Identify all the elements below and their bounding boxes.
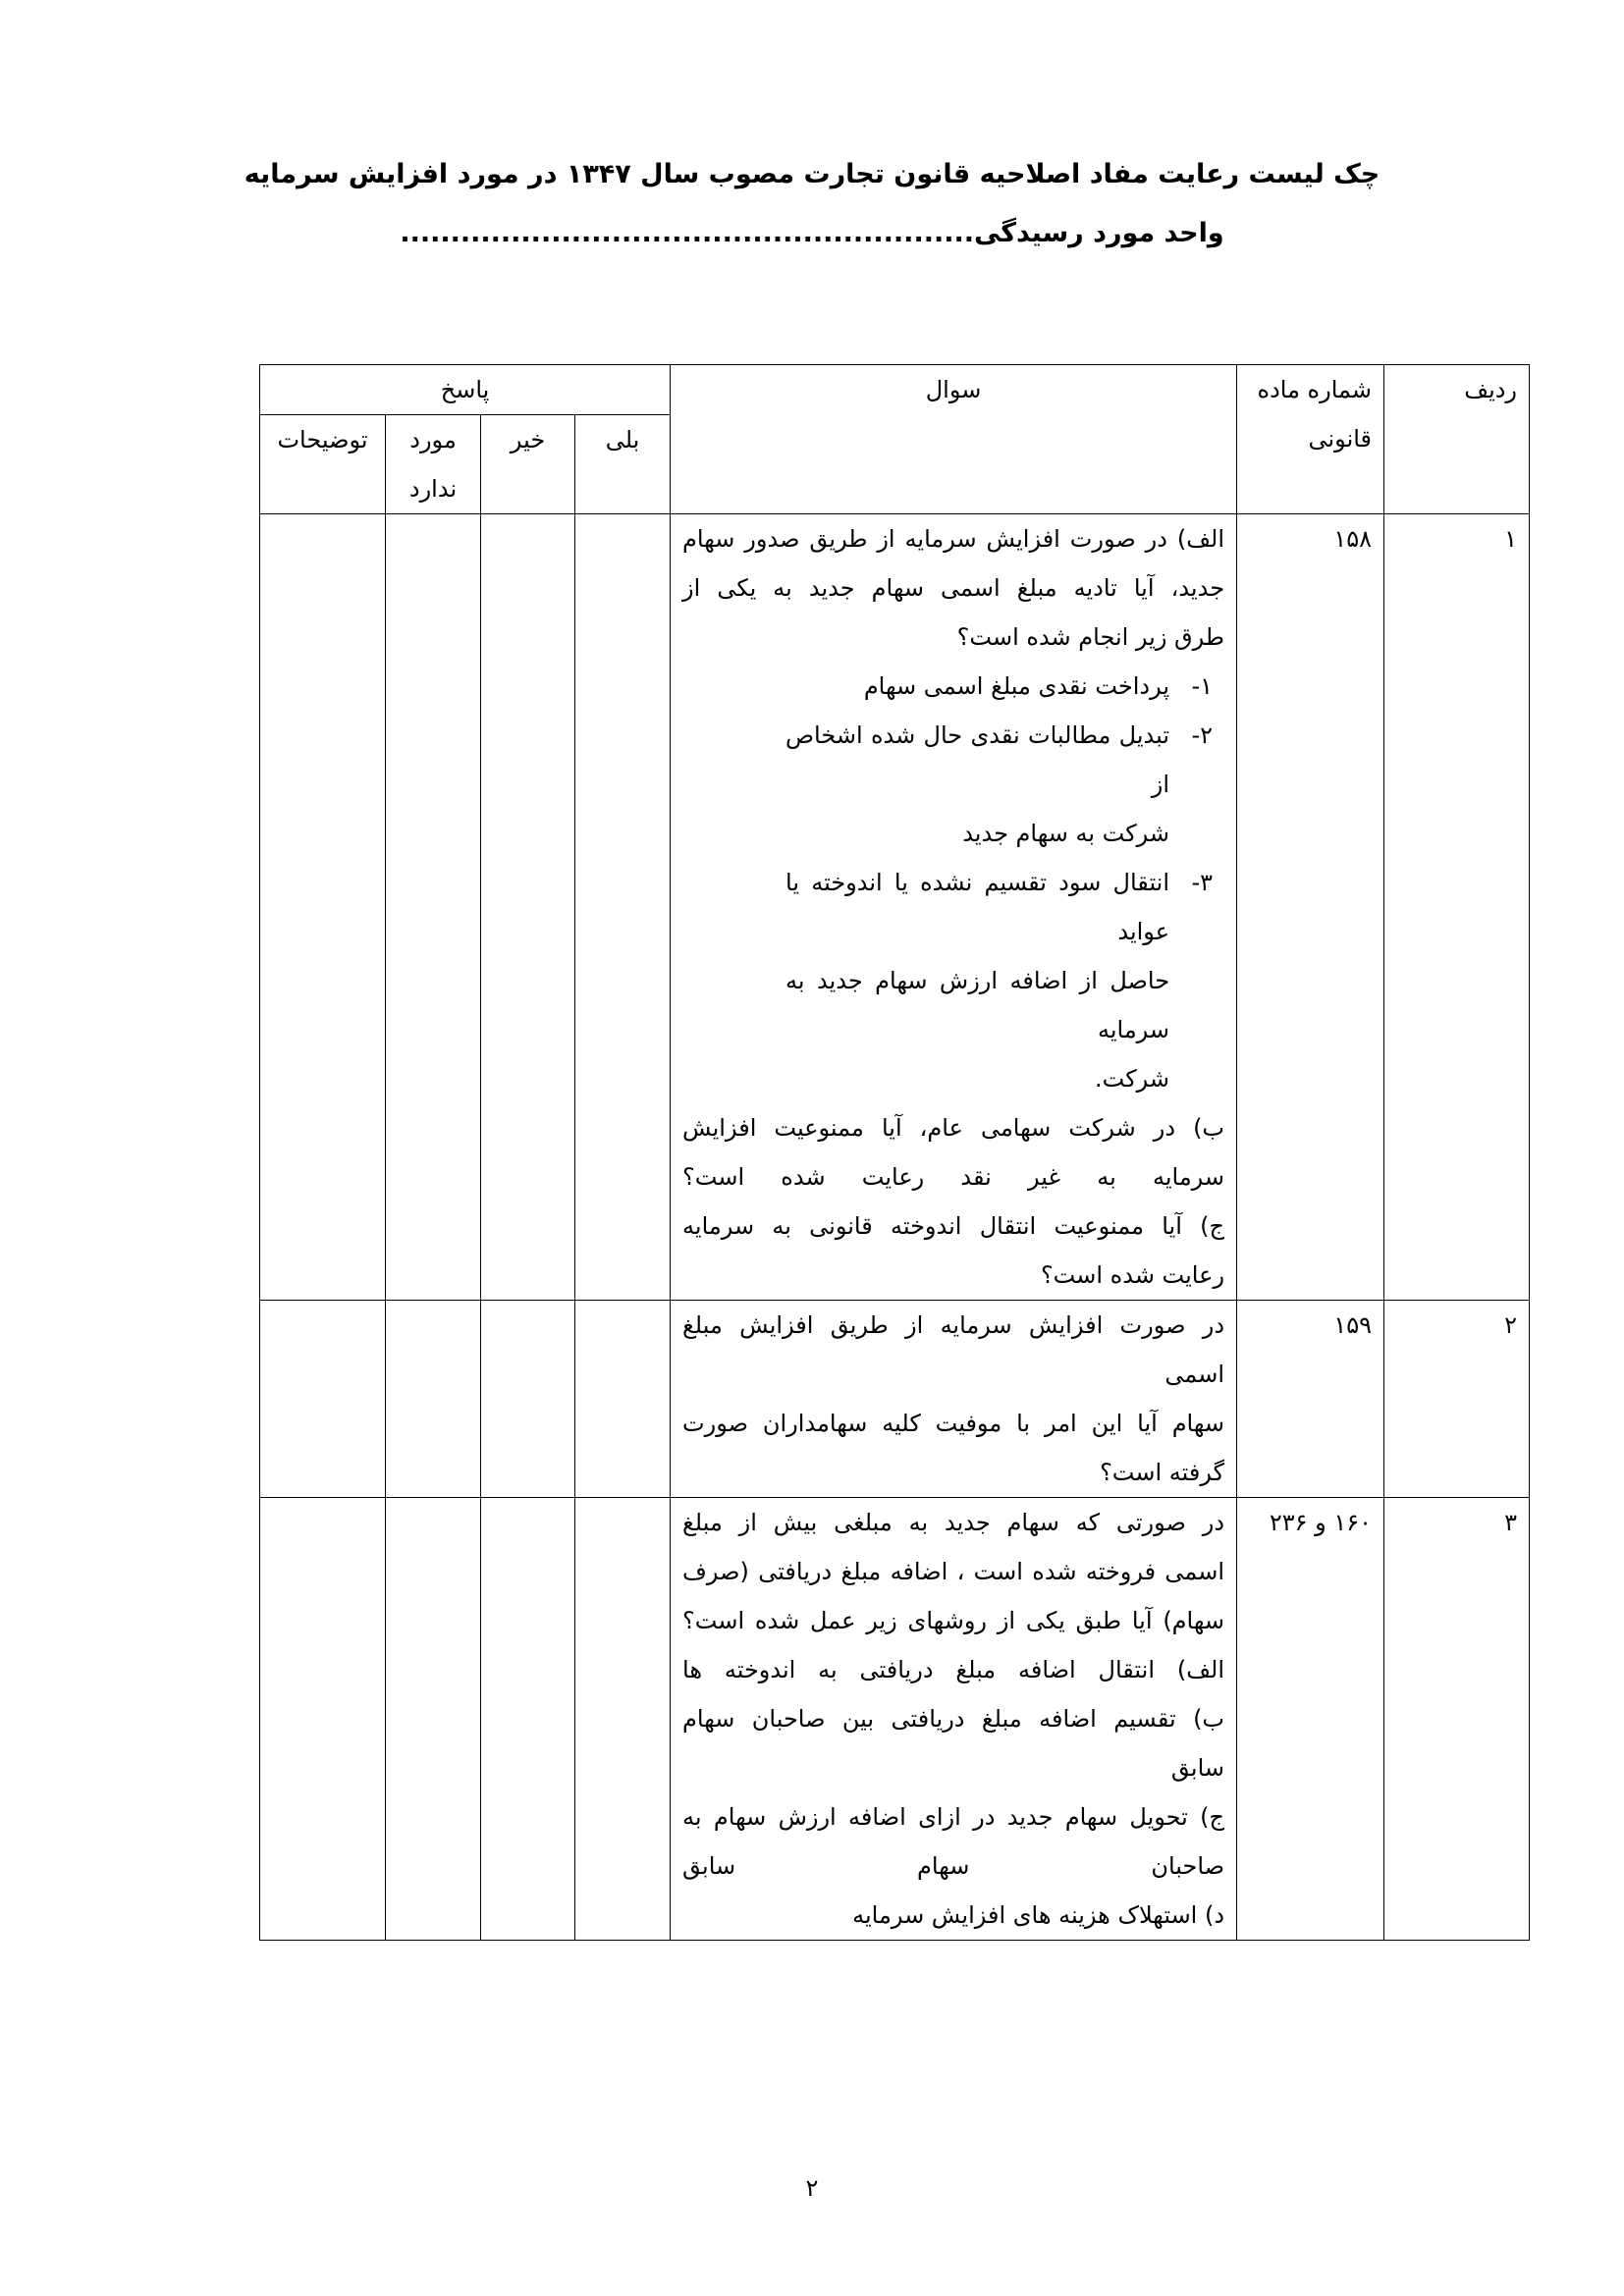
item-text bbox=[682, 858, 1169, 1103]
question-line: سابق bbox=[1170, 1754, 1225, 1782]
table-body bbox=[260, 514, 1530, 1941]
answer-yes-cell[interactable] bbox=[575, 1301, 671, 1498]
item-text bbox=[682, 662, 1169, 711]
question-line: سهام آیا این امر با موفیت کلیه سهامداران صورت bbox=[682, 1410, 1225, 1437]
question-line: الف) انتقال اضافه مبلغ دریافتی به اندوخته ها bbox=[682, 1656, 1225, 1683]
item-text bbox=[682, 711, 1169, 858]
answer-no-cell[interactable] bbox=[481, 1301, 575, 1498]
question-line: سهام) آیا طبق یکی از روشهای زیر عمل شده است؟ bbox=[682, 1607, 1225, 1634]
answer-na-cell[interactable] bbox=[386, 1498, 481, 1941]
header-question: سوال bbox=[671, 365, 1237, 514]
header-yes: بلی bbox=[575, 415, 671, 514]
question-line: طرق زیر انجام شده است؟ bbox=[956, 623, 1225, 651]
question-line: حاصل از اضافه ارزش سهام جدید به سرمایه bbox=[785, 967, 1170, 1043]
table-row bbox=[260, 1301, 1530, 1498]
question-line: ج) تحویل سهام جدید در ازای اضافه ارزش سهام به bbox=[682, 1803, 1225, 1831]
article-number-cell: ۱۶۰ و ۲۳۶ bbox=[1237, 1498, 1384, 1941]
question-line: شرکت. bbox=[1095, 1065, 1170, 1093]
question-line: د) استهلاک هزینه های افزایش سرمایه bbox=[852, 1901, 1225, 1929]
question-cell bbox=[671, 1301, 1237, 1498]
explanations-cell[interactable] bbox=[260, 1498, 386, 1941]
question-line: پرداخت نقدی مبلغ اسمی سهام bbox=[863, 672, 1170, 700]
explanations-cell[interactable] bbox=[260, 1301, 386, 1498]
numbered-item bbox=[682, 858, 1224, 1103]
article-number-cell: ۱۵۹ bbox=[1237, 1301, 1384, 1498]
question-line: در صورتی که سهام جدید به مبلغی بیش از مبلغ bbox=[682, 1509, 1225, 1536]
numbered-item bbox=[682, 711, 1224, 858]
question-line: ج) آیا ممنوعیت انتقال اندوخته قانونی به سرمایه bbox=[682, 1212, 1225, 1240]
row-number-cell: ۳ bbox=[1384, 1498, 1530, 1941]
item-number: ۳- bbox=[1191, 869, 1214, 896]
header-explanations: توضیحات bbox=[260, 415, 386, 514]
question-line: رعایت شده است؟ bbox=[1040, 1261, 1225, 1289]
question-line: ب) در شرکت سهامی عام، آیا ممنوعیت افزایش bbox=[682, 1114, 1225, 1142]
header-row-1 bbox=[260, 365, 1530, 415]
answer-no-cell[interactable] bbox=[481, 1498, 575, 1941]
question-line: صاحبان سهام سابق bbox=[682, 1852, 1225, 1880]
answer-na-cell[interactable] bbox=[386, 1301, 481, 1498]
item-number: ۱- bbox=[1191, 672, 1214, 700]
row-number-cell: ۲ bbox=[1384, 1301, 1530, 1498]
article-number-cell: ۱۵۸ bbox=[1237, 514, 1384, 1301]
question-line: تبدیل مطالبات نقدی حال شده اشخاص از bbox=[785, 721, 1170, 798]
header-answer: پاسخ bbox=[260, 365, 671, 415]
answer-na-cell[interactable] bbox=[386, 514, 481, 1301]
explanations-cell[interactable] bbox=[260, 514, 386, 1301]
answer-yes-cell[interactable] bbox=[575, 1498, 671, 1941]
item-number: ۲- bbox=[1191, 721, 1214, 749]
document-title: چک لیست رعایت مفاد اصلاحیه قانون تجارت مصوب سال ۱۳۴۷ در مورد افزایش سرمایه bbox=[244, 159, 1380, 189]
audited-unit-line: واحد مورد رسیدگی......................................................... bbox=[400, 218, 1224, 248]
question-line: ب) تقسیم اضافه مبلغ دریافتی بین صاحبان سهام bbox=[682, 1705, 1225, 1733]
numbered-item bbox=[682, 662, 1224, 711]
checklist-table bbox=[259, 364, 1530, 1941]
question-line: گرفته است؟ bbox=[1100, 1459, 1225, 1486]
question-line: الف) در صورت افزایش سرمایه از طریق صدور سهام bbox=[682, 525, 1225, 553]
header-row-number: ردیف bbox=[1384, 365, 1530, 514]
header-no: خیر bbox=[481, 415, 575, 514]
table-row bbox=[260, 1498, 1530, 1941]
question-line: اسمی فروخته شده است ، اضافه مبلغ دریافتی (صرف bbox=[682, 1558, 1225, 1585]
question-line: سرمایه به غیر نقد رعایت شده است؟ bbox=[682, 1163, 1225, 1191]
row-number-cell: ۱ bbox=[1384, 514, 1530, 1301]
question-cell bbox=[671, 1498, 1237, 1941]
header-not-applicable: مورد ندارد bbox=[386, 415, 481, 514]
answer-yes-cell[interactable] bbox=[575, 514, 671, 1301]
page-number: ۲ bbox=[805, 2174, 819, 2202]
answer-no-cell[interactable] bbox=[481, 514, 575, 1301]
question-cell bbox=[671, 514, 1237, 1301]
table-row bbox=[260, 514, 1530, 1301]
question-line: جدید، آیا تادیه مبلغ اسمی سهام جدید به یکی از bbox=[682, 574, 1225, 602]
question-line: شرکت به سهام جدید bbox=[962, 820, 1170, 847]
question-line: در صورت افزایش سرمایه از طریق افزایش مبلغ اسمی bbox=[682, 1311, 1225, 1388]
header-article-number: شماره ماده قانونی bbox=[1237, 365, 1384, 514]
question-line: انتقال سود تقسیم نشده یا اندوخته یا عواید bbox=[785, 869, 1170, 945]
